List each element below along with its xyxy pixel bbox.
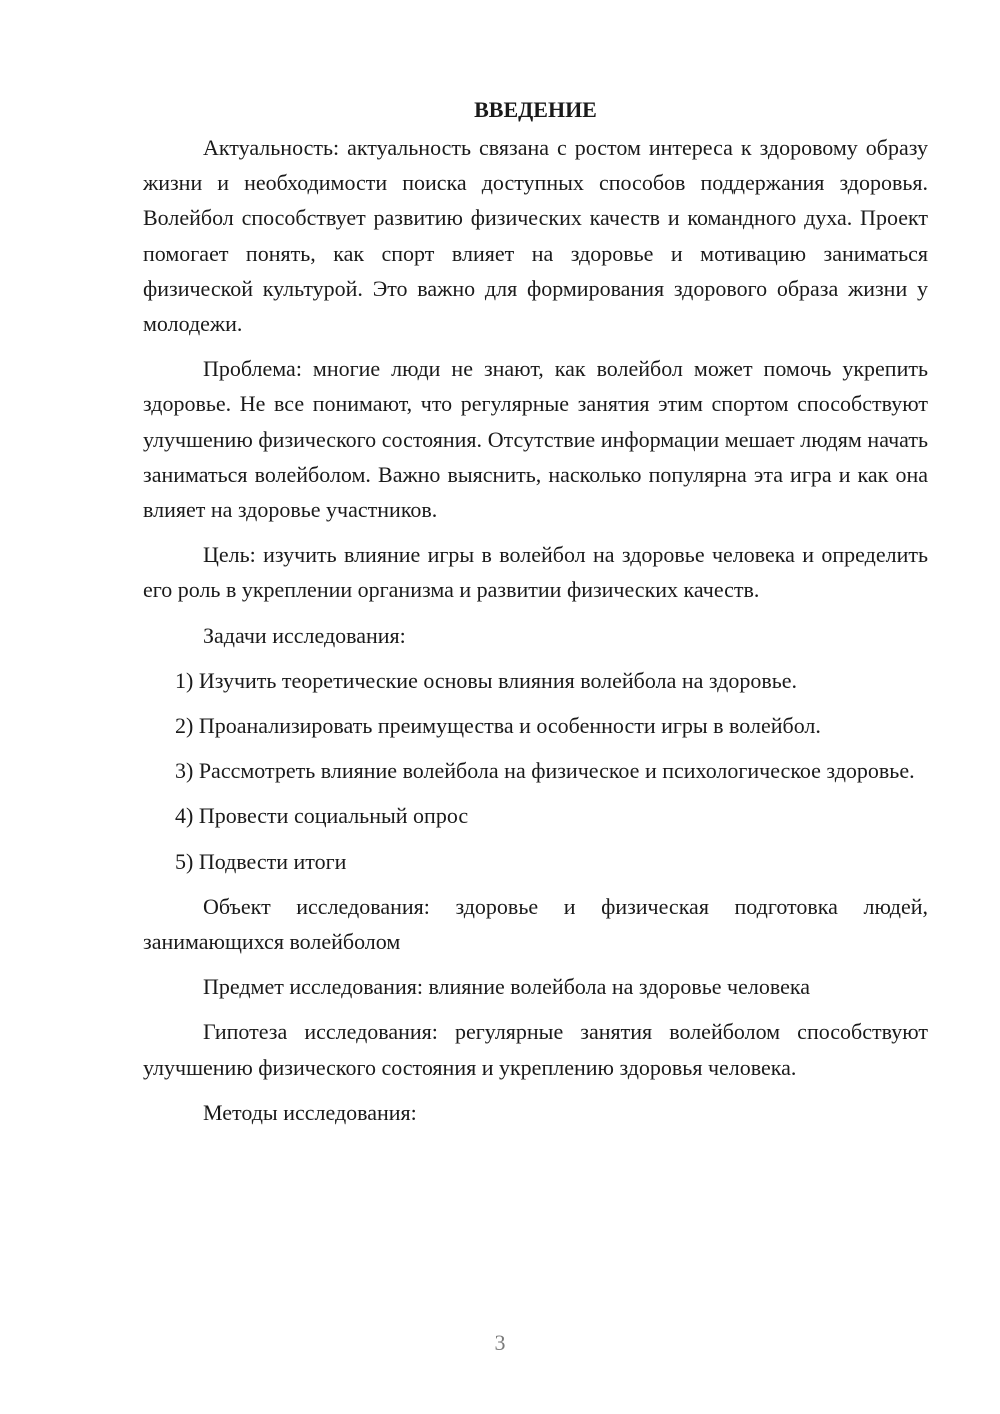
task-item-4: 4) Провести социальный опрос	[175, 803, 469, 829]
hypothesis-paragraph: Гипотеза исследования: регулярные занятия волейболом способствуют улучшению физического состояния и укреплению здоровья человека.	[143, 1019, 928, 1080]
problem-paragraph: Проблема: многие люди не знают, как волейбол может помочь укрепить здоровье. Не все понимают, что регулярные занятия этим спортом способствуют улучшению физического состояния. Отсутствие информации мешает людям начать заниматься волейболом. Важно выяснить, насколько популярна эта игра и как она влияет на здоровье участников.	[143, 356, 928, 523]
task-item-2: 2) Проанализировать преимущества и особенности игры в волейбол.	[175, 713, 821, 739]
methods-heading: Методы исследования:	[203, 1099, 417, 1125]
goal-paragraph: Цель: изучить влияние игры в волейбол на здоровье человека и определить его роль в укреплении организма и развитии физических качеств.	[143, 542, 928, 603]
tasks-heading: Задачи исследования:	[203, 622, 406, 648]
object-paragraph: Объект исследования: здоровье и физическая подготовка людей, занимающихся волейболом	[143, 893, 928, 955]
task-item-1: 1) Изучить теоретические основы влияния волейбола на здоровье.	[175, 667, 798, 693]
document-page	[143, 92, 928, 1140]
page-number: 3	[494, 1330, 506, 1355]
task-item-5: 5) Подвести итоги	[175, 848, 347, 874]
subject-paragraph: Предмет исследования: влияние волейбола на здоровье человека	[203, 974, 810, 1000]
task-item-3: 3) Рассмотреть влияние волейбола на физическое и психологическое здоровье.	[175, 758, 915, 784]
relevance-paragraph: Актуальность: актуальность связана с ростом интереса к здоровому образу жизни и необходимости поиска доступных способов поддержания здоровья. Волейбол способствует развитию физических качеств и командного духа. Проект помогает понять, как спорт влияет на здоровье и мотивацию заниматься физической культурой. Это важно для формирования здорового образа жизни у молодежи.	[143, 135, 928, 337]
document-title: ВВЕДЕНИЕ	[474, 97, 597, 122]
